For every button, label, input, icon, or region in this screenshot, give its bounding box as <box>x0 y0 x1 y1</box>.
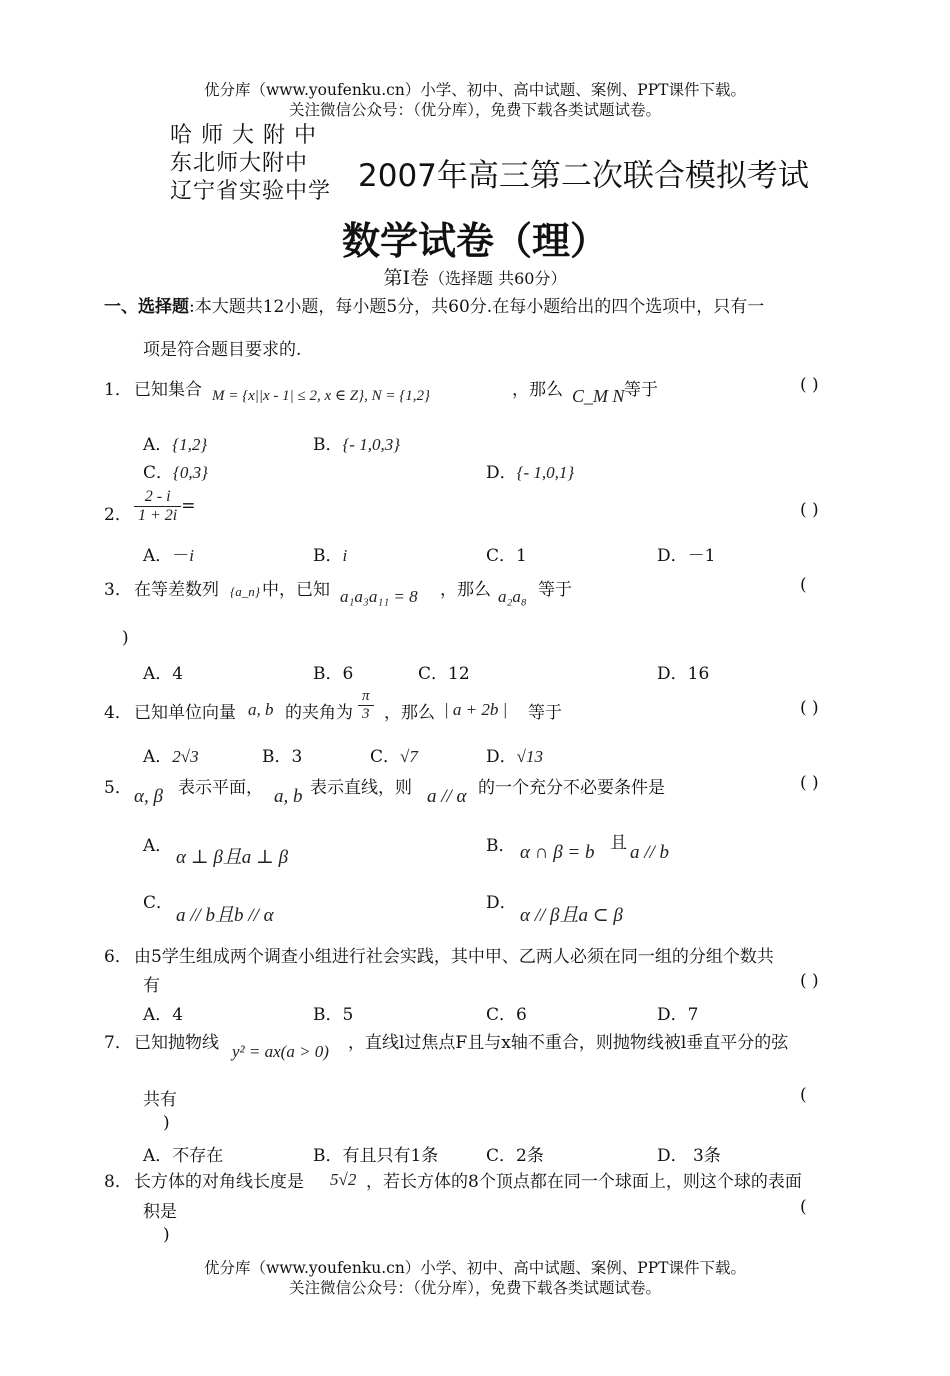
q1-option-c-value: {0,3} <box>173 463 208 482</box>
q3-seq: {a_n} <box>230 584 260 599</box>
q1-post: 等于 <box>624 380 658 400</box>
volume-note: （选择题 共60分） <box>429 269 567 288</box>
volume-name: 第Ⅰ卷 <box>383 267 430 289</box>
q6-option-c: C．6 <box>486 1005 527 1025</box>
q5-number: 5． <box>104 778 132 798</box>
q3-mid2: ，那么 <box>440 580 491 600</box>
q1-option-d-label: D． <box>486 463 517 483</box>
q5-option-b-value-1: α ∩ β = b <box>520 842 595 863</box>
q7-paren-open: ( <box>800 1085 807 1105</box>
q2-option-b-label: B． <box>313 546 343 566</box>
q2-option-d: D．－1 <box>657 546 716 566</box>
q2-option-a-label: A．－ <box>143 546 190 566</box>
header-line-2: 关注微信公众号：（优分库），免费下载各类试题试卷。 <box>288 101 661 119</box>
q2-answer-paren: ( ) <box>800 500 819 520</box>
q5-option-c-value: a // b且b // α <box>176 905 274 926</box>
q1-formula: M = {x||x - 1| ≤ 2, x ∈ Z}, N = {1,2} <box>212 388 431 404</box>
q3-mid: 中，已知 <box>262 580 330 600</box>
school-1: 哈 师 大 附 中 <box>170 123 317 148</box>
q1-option-b <box>313 430 400 455</box>
q6-text-2: 有 <box>143 976 160 996</box>
q4-mid2: ，那么 <box>384 703 435 723</box>
q2-fraction <box>134 488 196 525</box>
q3-post: 等于 <box>538 580 572 600</box>
q7-option-c: C．2条 <box>486 1146 544 1166</box>
q1-option-a-label: A． <box>143 435 173 455</box>
q5-planes: α, β <box>134 786 163 807</box>
q1-option-c <box>143 458 208 483</box>
school-2: 东北师大附中 <box>170 151 309 176</box>
q5-option-b-label: B． <box>486 836 516 856</box>
q8-formula: 5√2 <box>330 1170 357 1189</box>
q3-number: 3． <box>104 580 132 600</box>
section-text-2: 项是符合题目要求的. <box>143 340 302 360</box>
q2-number: 2． <box>104 505 132 525</box>
q4-pre: 已知单位向量 <box>134 703 236 723</box>
q1-option-a-value: {1,2} <box>172 435 208 454</box>
q4-option-c <box>370 742 418 767</box>
q6-option-d: D．7 <box>657 1005 699 1025</box>
q4-option-a <box>143 742 199 767</box>
q1-number: 1． <box>104 380 132 400</box>
q7-text-2: 共有 <box>143 1090 177 1110</box>
q2-option-b-value: i <box>342 546 348 565</box>
q4-option-d <box>486 742 543 767</box>
section-intro <box>104 292 764 317</box>
q8-pre: 长方体的对角线长度是 <box>134 1172 304 1192</box>
q2-option-a-value: i <box>189 546 195 565</box>
q4-number: 4． <box>104 703 132 723</box>
q2-equals: = <box>181 496 196 516</box>
q8-paren-close: ) <box>163 1225 170 1245</box>
q5-option-b-value-2: a // b <box>630 842 670 863</box>
q5-text-2: 表示直线，则 <box>310 778 412 798</box>
q1-option-b-value: {- 1,0,3} <box>342 435 401 454</box>
q5-answer-paren: ( ) <box>800 773 819 793</box>
q3-option-c: C．12 <box>418 664 470 684</box>
q2-denominator: 1 + 2i <box>138 507 178 524</box>
q6-option-b: B．5 <box>313 1005 354 1025</box>
q5-relation: a // α <box>427 786 467 807</box>
q4-option-c-label: C． <box>370 747 401 767</box>
q4-angle-num: π <box>358 688 374 706</box>
q2-option-a <box>143 541 194 566</box>
q4-angle <box>358 688 374 723</box>
volume-heading <box>0 263 950 290</box>
q5-text-3: 的一个充分不必要条件是 <box>478 778 665 798</box>
q7-formula: y² = ax(a > 0) <box>232 1042 329 1061</box>
header-line-1: 优分库（www.youfenku.cn）小学、初中、高中试题、案例、PPT课件下载。 <box>203 81 747 99</box>
paper-title: 数学试卷（理） <box>341 219 608 263</box>
q4-option-a-value: 2√3 <box>172 747 199 766</box>
q2-numerator: 2 - i <box>134 488 181 507</box>
q3-paren-open: ( <box>800 575 807 595</box>
q7-paren-close: ) <box>163 1113 170 1133</box>
q5-option-d-value: α // β且a ⊂ β <box>520 905 623 926</box>
q4-mid: 的夹角为 <box>285 703 353 723</box>
q2-option-b <box>313 541 347 566</box>
q8-number: 8． <box>104 1172 132 1192</box>
q1-option-c-label: C． <box>143 463 174 483</box>
q4-answer-paren: ( ) <box>800 698 819 718</box>
q3-option-a: A．4 <box>143 664 184 684</box>
q4-vectors: a, b <box>248 700 274 719</box>
q3-pre: 在等差数列 <box>134 580 219 600</box>
footer-line-2: 关注微信公众号：（优分库），免费下载各类试题试卷。 <box>288 1279 661 1297</box>
q7-text: ，直线l过焦点F且与x轴不重合，则抛物线被l垂直平分的弦 <box>348 1033 789 1053</box>
q4-post: 等于 <box>528 703 562 723</box>
q6-number: 6． <box>104 947 132 967</box>
q5-lines: a, b <box>274 786 303 807</box>
q4-angle-den: 3 <box>362 706 370 722</box>
q5-option-a-label: A． <box>143 836 173 856</box>
q7-option-d: D． 3条 <box>657 1146 721 1166</box>
q5-option-c-label: C． <box>143 893 174 913</box>
exam-title: 2007年高三第二次联合模拟考试 <box>358 158 809 194</box>
q7-option-b: B．有且只有1条 <box>313 1146 439 1166</box>
footer-line-1: 优分库（www.youfenku.cn）小学、初中、高中试题、案例、PPT课件下载。 <box>203 1259 747 1277</box>
q3-option-d: D．16 <box>657 664 710 684</box>
q8-paren-open: ( <box>800 1197 807 1217</box>
q5-option-d-label: D． <box>486 893 517 913</box>
q2-option-c: C．1 <box>486 546 527 566</box>
q1-pre: 已知集合 <box>134 380 202 400</box>
q1-option-d <box>486 458 574 483</box>
q1-option-d-value: {- 1,0,1} <box>516 463 575 482</box>
q4-option-d-value: √13 <box>516 747 543 766</box>
section-text: :本大题共12小题，每小题5分，共60分.在每小题给出的四个选项中，只有一 <box>189 297 765 317</box>
q1-option-a <box>143 430 207 455</box>
q4-option-b: B．3 <box>262 747 303 767</box>
school-3: 辽宁省实验中学 <box>170 179 332 204</box>
q1-mid: ，那么 <box>512 380 563 400</box>
q5-option-a-value: α ⊥ β且a ⊥ β <box>176 847 289 868</box>
q3-condition: a₁a₃a₁₁ = 8 <box>340 587 418 606</box>
q4-expression: | a + 2b | <box>444 700 508 719</box>
section-label: 一、选择题 <box>104 297 189 317</box>
q4-option-a-label: A． <box>143 747 173 767</box>
q5-text-1: 表示平面， <box>178 778 263 798</box>
q3-option-b: B．6 <box>313 664 354 684</box>
q3-paren-close: ) <box>122 628 129 648</box>
q7-number: 7． <box>104 1033 132 1053</box>
q1-option-b-label: B． <box>313 435 343 455</box>
q6-text: 由5学生组成两个调查小组进行社会实践，其中甲、乙两人必须在同一组的分组个数共 <box>134 947 774 967</box>
q7-pre: 已知抛物线 <box>134 1033 219 1053</box>
q6-answer-paren: ( ) <box>800 971 819 991</box>
q4-option-c-value: √7 <box>400 747 418 766</box>
q4-option-d-label: D． <box>486 747 517 767</box>
q7-option-a: A．不存在 <box>143 1146 224 1166</box>
q5-option-b-and: 且 <box>610 833 627 853</box>
q1-formula2: C_M N <box>572 386 625 406</box>
q8-text: ，若长方体的8个顶点都在同一个球面上，则这个球的表面 <box>366 1172 802 1192</box>
q6-option-a: A．4 <box>143 1005 184 1025</box>
q1-answer-paren: ( ) <box>800 375 819 395</box>
q3-target: a₂a₈ <box>498 587 527 606</box>
q8-text-2: 积是 <box>143 1202 177 1222</box>
